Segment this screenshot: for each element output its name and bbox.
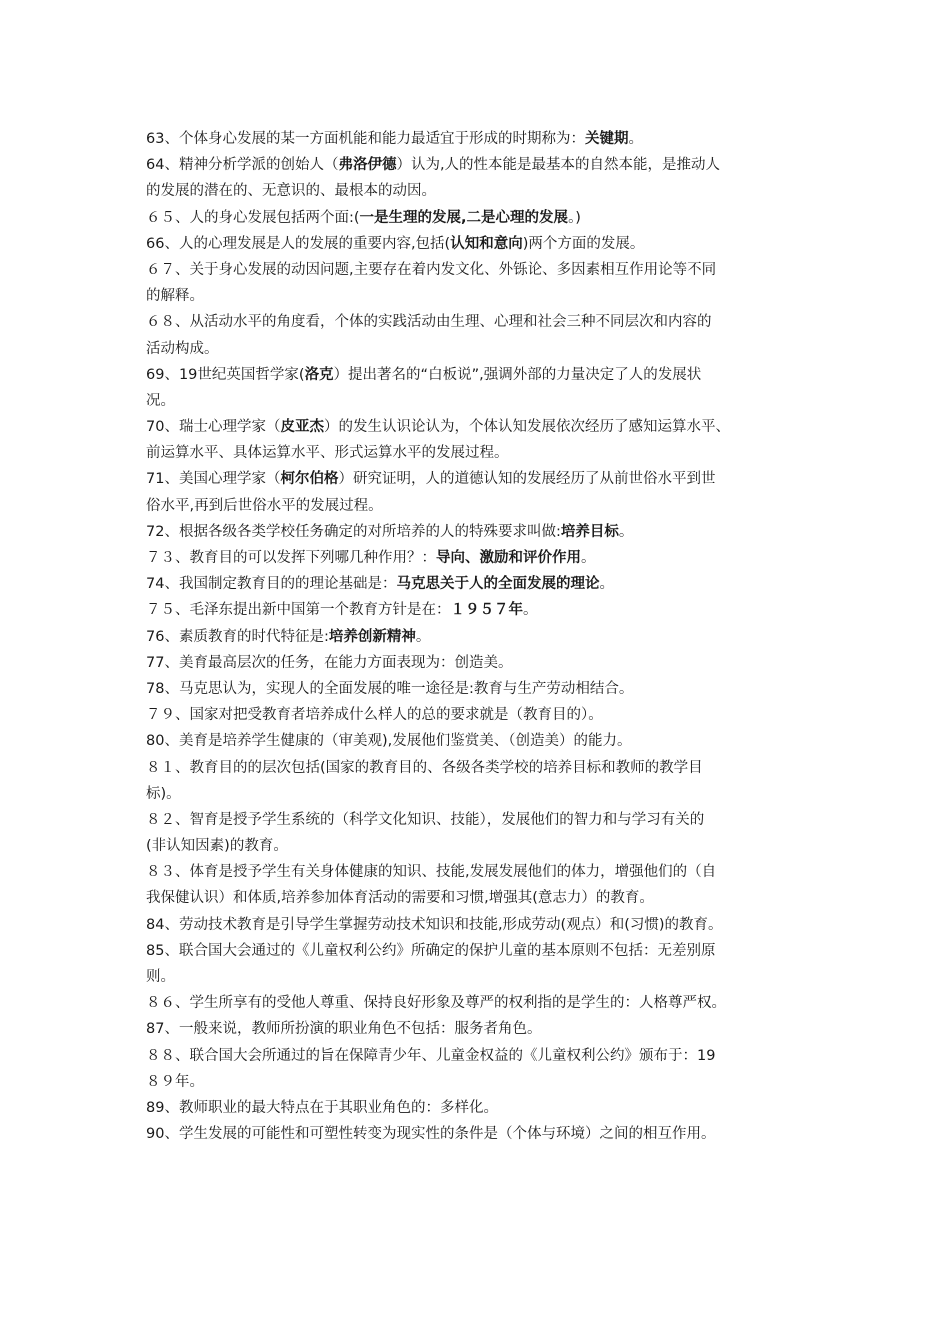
text-line [146, 178, 816, 204]
text-line [146, 807, 816, 833]
text-line [146, 231, 816, 257]
line-text: 64、精神分析学派的创始人（ [146, 157, 339, 174]
text-line [146, 362, 816, 388]
text-line [146, 571, 816, 597]
text-line [146, 1121, 816, 1147]
line-text: 我保健认识）和体质,培养参加体育活动的需要和习惯,增强其(意志力）的教育。 [146, 890, 654, 907]
text-line [146, 833, 816, 859]
line-text: ８８、联合国大会所通过的旨在保障青少年、儿童金权益的《儿童权利公约》颁布于：19 [146, 1047, 716, 1064]
line-text: 90、学生发展的可能性和可塑性转变为现实性的条件是（个体与环境）之间的相互作用。 [146, 1126, 716, 1143]
line-text: 80、美育是培养学生健康的（审美观),发展他们鉴赏美、（创造美）的能力。 [146, 733, 632, 750]
answer-text: 柯尔伯格 [280, 471, 339, 488]
line-text: 。 [523, 602, 538, 619]
line-text: ８１、教育目的的层次包括(国家的教育目的、各级各类学校的培养目标和教师的教学目 [146, 759, 703, 776]
line-text: 。 [599, 576, 614, 593]
line-text: 前运算水平、具体运算水平、形式运算水平的发展过程。 [146, 445, 509, 462]
line-text: ７５、毛泽东提出新中国第一个教育方针是在： [146, 602, 451, 619]
line-text: 70、瑞士心理学家（ [146, 419, 281, 436]
text-line [146, 414, 816, 440]
answer-text: 马克思关于人的全面发展的理论 [396, 576, 600, 593]
line-text: 84、劳动技术教育是引导学生掌握劳动技术知识和技能,形成劳动(观点）和(习惯)的教育。 [146, 916, 723, 933]
answer-text: 洛克 [304, 366, 334, 383]
line-text: ）的发生认识论认为，个体认知发展依次经历了感知运算水平、 [323, 419, 730, 436]
line-text: 77、美育最高层次的任务，在能力方面表现为：创造美。 [146, 654, 513, 671]
text-line [146, 126, 816, 152]
line-text: ８２、智育是授予学生系统的（科学文化知识、技能），发展他们的智力和与学习有关的 [146, 811, 705, 828]
text-line [146, 938, 816, 964]
line-text: 71、美国心理学家（ [146, 471, 281, 488]
line-text: (非认知因素)的教育。 [146, 838, 288, 855]
text-line [146, 545, 816, 571]
line-text: 85、联合国大会通过的《儿童权利公约》所确定的保护儿童的基本原则不包括：无差别原 [146, 942, 716, 959]
text-line [146, 859, 816, 885]
line-text: 。 [581, 550, 596, 566]
text-line [146, 624, 816, 650]
text-line [146, 912, 816, 938]
text-line [146, 309, 816, 335]
line-text: 74、我国制定教育目的的理论基础是： [146, 576, 397, 593]
line-text: ６８、从活动水平的角度看，个体的实践活动由生理、心理和社会三种不同层次和内容的 [146, 314, 712, 331]
text-line [146, 152, 816, 178]
answer-text: 培养目标 [560, 523, 619, 540]
text-line [146, 728, 816, 754]
line-text: 87、一般来说，教师所扮演的职业角色不包括：服务者角色。 [146, 1021, 542, 1038]
text-line [146, 964, 816, 990]
line-text: 。 [618, 523, 634, 540]
text-line [146, 755, 816, 781]
line-text: ８３、体育是授予学生有关身体健康的知识、技能,发展发展他们的体力，增强他们的（自 [146, 864, 717, 881]
line-text: ６７、关于身心发展的动因问题,主要存在着内发文化、外铄论、多因素相互作用论等不同 [146, 261, 717, 278]
line-text: 63、个体身心发展的某一方面机能和能力最适宜于形成的时期称为： [146, 131, 585, 147]
line-text: 76、素质教育的时代特征是: [146, 628, 329, 645]
text-line [146, 336, 816, 362]
text-line [146, 597, 816, 623]
line-text: ）认为,人的性本能是最基本的自然本能，是推动人 [396, 157, 721, 174]
line-text: 俗水平,再到后世俗水平的发展过程。 [146, 497, 383, 514]
line-text: ７９、国家对把受教育者培养成什么样人的总的要求就是（教育目的）。 [146, 707, 603, 724]
line-text: 。) [568, 209, 581, 226]
line-text: ８６、学生所享有的受他人尊重、保持良好形象及尊严的权利指的是学生的：人格尊严权。 [146, 995, 726, 1012]
text-line [146, 440, 816, 466]
line-text: ８９年。 [146, 1073, 204, 1090]
text-line [146, 388, 816, 414]
answer-text: 导向、激励和评价作用 [436, 550, 581, 566]
text-line [146, 205, 816, 231]
document-body [146, 126, 816, 1147]
text-line [146, 650, 816, 676]
text-line [146, 885, 816, 911]
line-text: 72、根据各级各类学校任务确定的对所培养的人的特殊要求叫做: [146, 523, 561, 540]
line-text: ）提出著名的“白板说”,强调外部的力量决定了人的发展状 [333, 366, 702, 383]
text-line [146, 257, 816, 283]
line-text: 。 [415, 628, 431, 645]
line-text: 89、教师职业的最大特点在于其职业角色的：多样化。 [146, 1099, 498, 1116]
line-text: 的解释。 [146, 288, 204, 305]
answer-text: 关键期 [584, 131, 629, 147]
line-text: 况。 [146, 392, 175, 409]
answer-text: 皮亚杰 [280, 419, 324, 436]
line-text: 66、人的心理发展是人的发展的重要内容,包括( [146, 235, 451, 252]
text-line [146, 1043, 816, 1069]
line-text: 的发展的潜在的、无意识的、最根本的动因。 [146, 183, 436, 200]
line-text: 标)。 [146, 785, 181, 802]
text-line [146, 702, 816, 728]
answer-text: 认知和意向 [450, 235, 523, 252]
line-text: 活动构成。 [146, 340, 219, 357]
answer-text: 培养创新精神 [328, 628, 416, 645]
line-text: )两个方面的发展。 [522, 235, 645, 252]
text-line [146, 1069, 816, 1095]
answer-text: 弗洛伊德 [338, 157, 397, 174]
text-line [146, 1016, 816, 1042]
text-line [146, 493, 816, 519]
answer-text: １９５７年 [450, 602, 523, 619]
line-text: 。 [628, 131, 643, 147]
text-line [146, 283, 816, 309]
text-line [146, 676, 816, 702]
answer-text: 一是生理的发展,二是心理的发展 [359, 209, 569, 226]
line-text: 69、19世纪英国哲学家( [146, 366, 305, 383]
text-line [146, 519, 816, 545]
text-line [146, 1095, 816, 1121]
line-text: ）研究证明，人的道德认知的发展经历了从前世俗水平到世 [338, 471, 716, 488]
text-line [146, 990, 816, 1016]
text-line [146, 781, 816, 807]
line-text: 78、马克思认为，实现人的全面发展的唯一途径是:教育与生产劳动相结合。 [146, 680, 634, 697]
line-text: 则。 [146, 969, 175, 985]
text-line [146, 466, 816, 492]
line-text: ６５、人的身心发展包括两个面:( [146, 209, 360, 226]
line-text: ７３、教育目的可以发挥下列哪几种作用？： [146, 550, 436, 566]
